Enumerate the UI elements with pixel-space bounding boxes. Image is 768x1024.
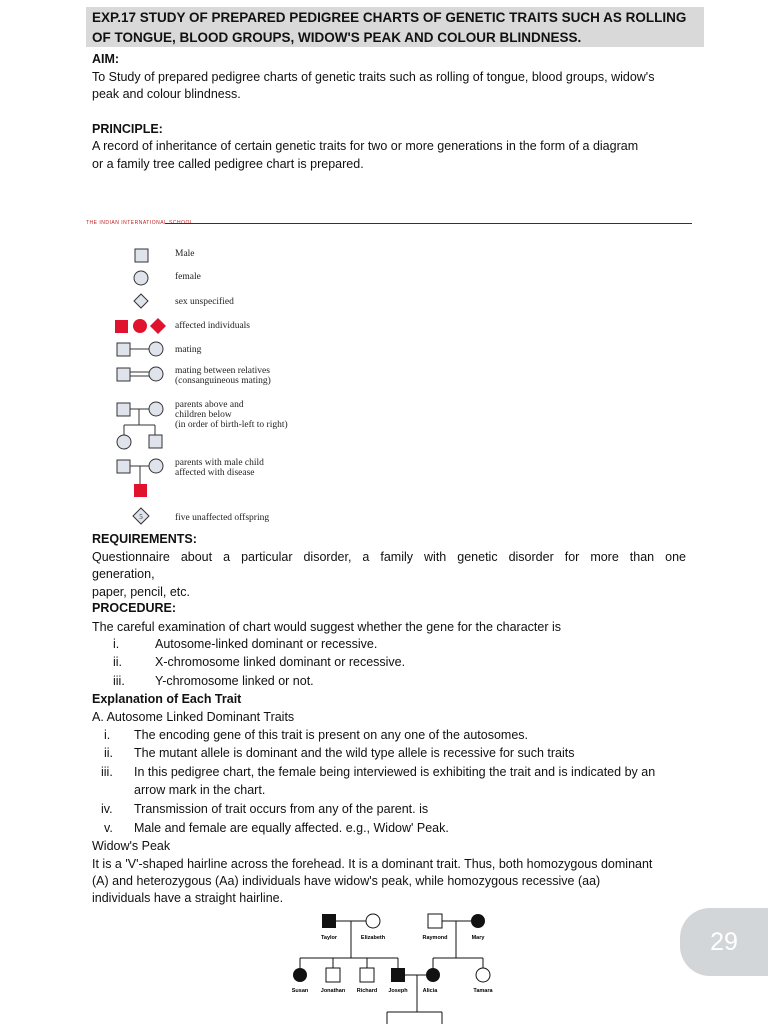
explanation-item-text: In this pedigree chart, the female being interviewed is exhibiting the trait and is indicated by an <box>134 765 656 779</box>
widows-peak-text-3: individuals have a straight hairline. <box>92 891 284 905</box>
page-title-line-2: OF TONGUE, BLOOD GROUPS, WIDOW'S PEAK AND COLOUR BLINDNESS. <box>92 30 582 45</box>
principle-text-1: A record of inheritance of certain genetic traits for two or more generations in the form of a diagram <box>92 139 639 153</box>
legend-parents-label-3: (in order of birth-left to right) <box>175 420 288 430</box>
name-mary: Mary <box>471 935 485 941</box>
widows-peak-heading: Widow's Peak <box>92 839 171 853</box>
procedure-item-num: iii. <box>113 674 125 688</box>
widows-peak-text-2: (A) and heterozygous (Aa) individuals have widow's peak, while homozygous recessive (aa) <box>92 874 601 888</box>
requirements-text-2: generation, <box>92 567 155 581</box>
affected-child-symbol <box>134 484 147 497</box>
name-elizabeth: Elizabeth <box>360 935 386 941</box>
principle-text-2: or a family tree called pedigree chart is prepared. <box>92 157 364 171</box>
legend-consang-label-2: (consanguineous mating) <box>175 376 271 386</box>
explanation-item-text: The mutant allele is dominant and the wild type allele is recessive for such traits <box>134 746 575 760</box>
requirements-heading: REQUIREMENTS: <box>92 532 197 546</box>
sex-unspecified-symbol <box>134 294 148 308</box>
name-taylor: Taylor <box>320 935 338 941</box>
legend-unspecified-label: sex unspecified <box>175 297 234 307</box>
page-title-line-1: EXP.17 STUDY OF PREPARED PEDIGREE CHARTS OF GENETIC TRAITS SUCH AS ROLLING <box>92 10 687 25</box>
joseph-symbol <box>391 968 405 982</box>
affected-unspecified-symbol <box>150 318 166 334</box>
jonathan-symbol <box>326 968 340 982</box>
procedure-intro: The careful examination of chart would suggest whether the gene for the character is <box>92 620 562 634</box>
name-richard: Richard <box>356 988 378 994</box>
explanation-item-text: Transmission of trait occurs from any of the parent. is <box>134 802 429 816</box>
female-symbol <box>134 271 148 285</box>
principle-heading: PRINCIPLE: <box>92 122 163 136</box>
offspring-count: 5 <box>139 513 143 521</box>
alicia-symbol <box>426 968 440 982</box>
aim-text-2: peak and colour blindness. <box>92 87 241 101</box>
aim-text-1: To Study of prepared pedigree charts of genetic traits such as rolling of tongue, blood groups, widow's <box>92 70 655 84</box>
child-female-symbol <box>117 435 131 449</box>
explanation-item-text: arrow mark in the chart. <box>134 783 266 797</box>
legend-male-child-label-2: affected with disease <box>175 468 255 478</box>
name-raymond: Raymond <box>422 935 448 941</box>
aim-heading: AIM: <box>92 52 120 66</box>
parent2-male-symbol <box>117 460 130 473</box>
legend-female-label: female <box>175 272 201 282</box>
mating-male-symbol <box>117 343 130 356</box>
page-number-badge: 29 <box>680 908 768 976</box>
explanation-item-num: v. <box>104 821 113 835</box>
explanation-item-num: ii. <box>104 746 114 760</box>
susan-symbol <box>293 968 307 982</box>
explanation-heading: Explanation of Each Trait <box>92 692 242 706</box>
name-alicia: Alicia <box>422 988 438 994</box>
widows-peak-pedigree <box>280 908 510 1024</box>
tamara-symbol <box>476 968 490 982</box>
mary-symbol <box>471 914 485 928</box>
mating-female-symbol <box>149 342 163 356</box>
richard-symbol <box>360 968 374 982</box>
parent-female-symbol <box>149 402 163 416</box>
procedure-item-text: X-chromosome linked dominant or recessive. <box>155 655 406 669</box>
child-male-symbol <box>149 435 162 448</box>
taylor-symbol <box>322 914 336 928</box>
male-symbol <box>135 249 148 262</box>
explanation-item-text: Male and female are equally affected. e.g., Widow' Peak. <box>134 821 449 835</box>
consang-male-symbol <box>117 368 130 381</box>
name-susan: Susan <box>291 988 309 994</box>
name-jonathan: Jonathan <box>320 988 346 994</box>
affected-male-symbol <box>115 320 128 333</box>
parent2-female-symbol <box>149 459 163 473</box>
raymond-symbol <box>428 914 442 928</box>
legend-mating-label: mating <box>175 345 202 355</box>
source-label: THE INDIAN INTERNATIONAL SCHOOL <box>86 220 194 226</box>
requirements-text-1: Questionnaire about a particular disorder, a family with genetic disorder for more than one <box>92 550 686 564</box>
explanation-subheading: A. Autosome Linked Dominant Traits <box>92 710 295 724</box>
procedure-heading: PROCEDURE: <box>92 601 177 615</box>
explanation-item-num: iii. <box>101 765 113 779</box>
divider <box>165 223 692 224</box>
procedure-item-text: Y-chromosome linked or not. <box>155 674 314 688</box>
consang-female-symbol <box>149 367 163 381</box>
procedure-item-text: Autosome-linked dominant or recessive. <box>155 637 378 651</box>
legend-parents-label-2: children below <box>175 410 232 420</box>
legend-parents-label-1: parents above and <box>175 400 244 410</box>
explanation-item-text: The encoding gene of this trait is present on any one of the autosomes. <box>134 728 529 742</box>
elizabeth-symbol <box>366 914 380 928</box>
name-tamara: Tamara <box>473 988 493 994</box>
widows-peak-text-1: It is a 'V'-shaped hairline across the forehead. It is a dominant trait. Thus, both homozygous dominant <box>92 857 653 871</box>
requirements-text-3: paper, pencil, etc. <box>92 585 190 599</box>
pedigree-legend-symbols <box>100 240 180 530</box>
name-joseph: Joseph <box>388 988 408 994</box>
parent-male-symbol <box>117 403 130 416</box>
affected-female-symbol <box>133 319 147 333</box>
legend-consang-label-1: mating between relatives <box>175 366 270 376</box>
legend-male-label: Male <box>175 249 195 259</box>
legend-male-child-label-1: parents with male child <box>175 458 264 468</box>
procedure-item-num: ii. <box>113 655 123 669</box>
explanation-item-num: iv. <box>101 802 113 816</box>
explanation-item-num: i. <box>104 728 111 742</box>
legend-offspring-label: five unaffected offspring <box>175 513 270 523</box>
procedure-item-num: i. <box>113 637 120 651</box>
legend-affected-label: affected individuals <box>175 321 251 331</box>
